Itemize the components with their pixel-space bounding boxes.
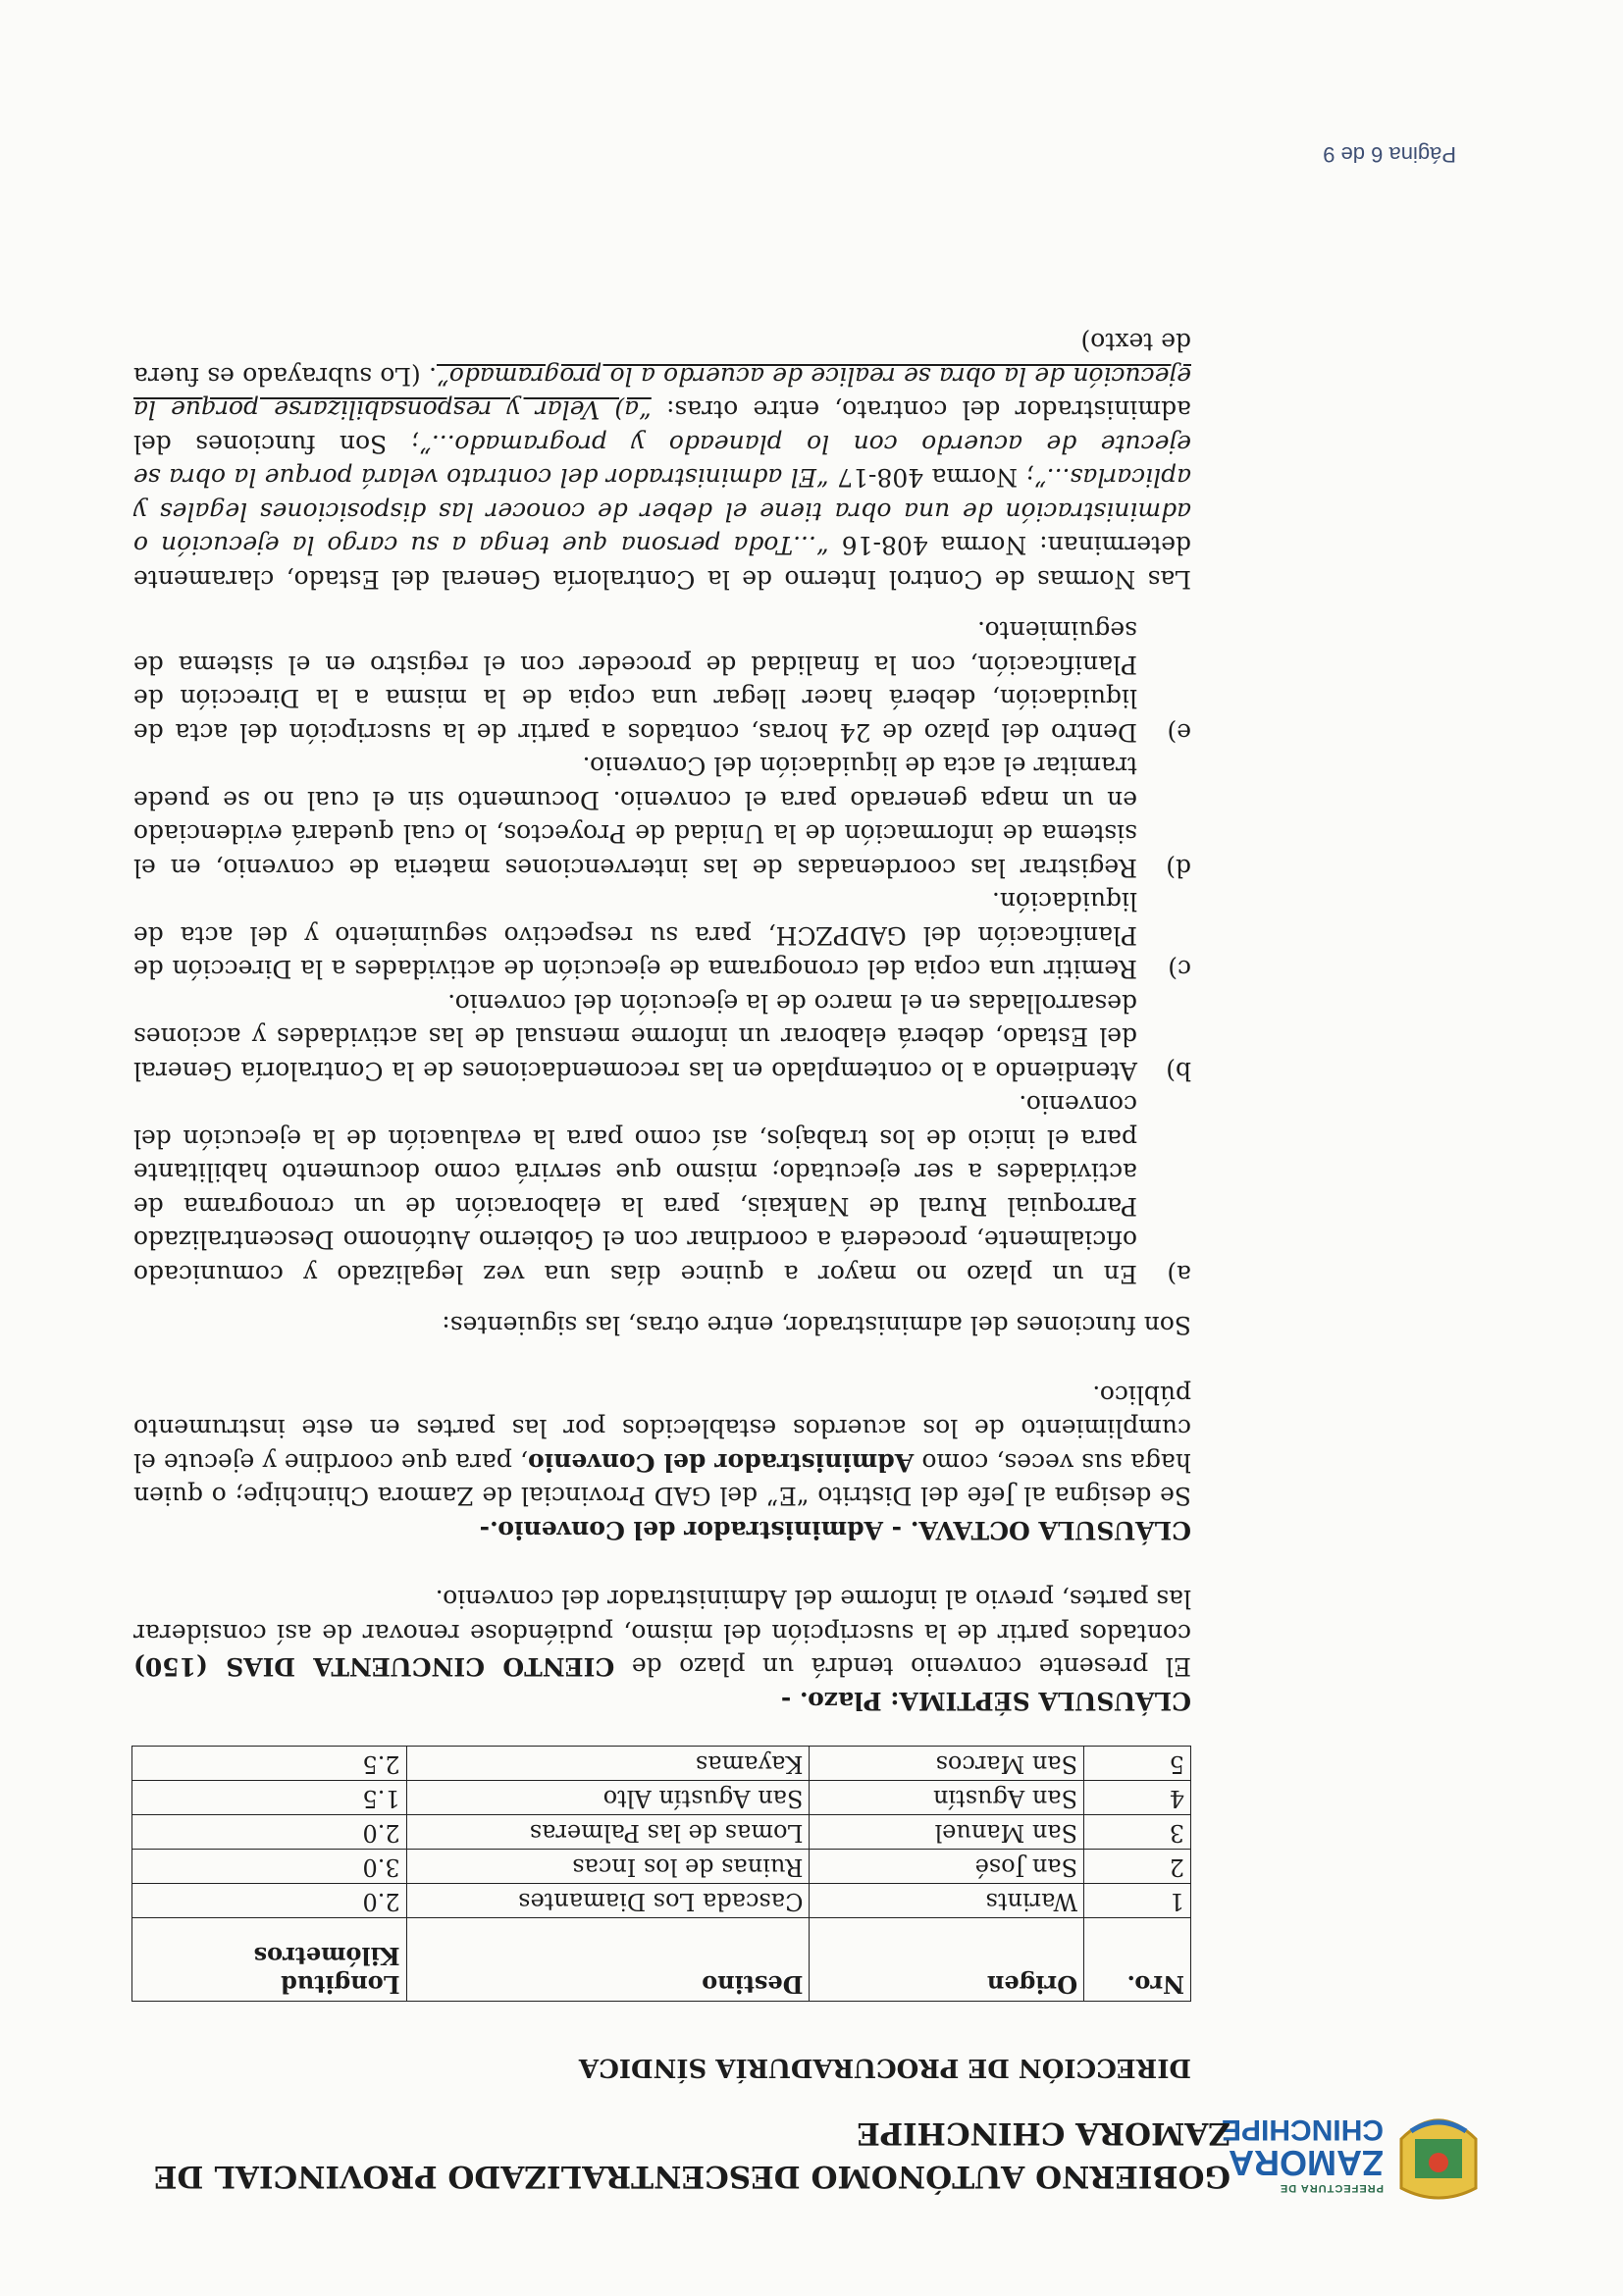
list-item-label: c) [1168,955,1191,984]
list-item [133,1087,1191,1290]
quote-fragment: “...Toda persona que tenga a su cargo la ejecución o administración de una obra tiene el deber de conocer las disposiciones legales y aplicarlas...” [133,463,1191,560]
text-fragment: Se designa al Jefe del Distrito “E” del GAD Provincial de Zamora Chinchipe; o quien haga sus veces, como [133,1448,1191,1511]
cell-destino: Cascada Los Diamantes [406,1884,810,1918]
cell-origen: San Marcos [810,1747,1084,1781]
cell-longitud: 2.5 [132,1747,407,1781]
cell-longitud: 2.0 [132,1815,407,1850]
list-item [133,884,1191,986]
coat-of-arms-icon [1391,2102,1486,2208]
text-fragment: contados partir de la suscripción del mismo, pudiéndose renovar de así considerar las partes, previo al informe del Administrador del convenio. [133,1585,1191,1647]
cell-longitud: 3.0 [132,1850,407,1884]
logo-name-line1: ZAMORA [1229,2143,1384,2183]
organization-title: GOBIERNO AUTÓNOMO DESCENTRALIZADO PROVINCIAL DE ZAMORA CHINCHIPE [153,2115,1230,2194]
normas-paragraph [133,325,1191,596]
list-item-text: Registrar las coordenadas de las intervenciones materia de convenio, en el sistema de información de la Unidad de Proyectos, lo cual quedará evidenciado en un mapa generado para el convenio. Documento sin el cual no se puede tramitar el acta de liquidación del Convenio. [133,752,1137,882]
list-item-text: Remitir una copia del cronograma de ejecución de actividades a la Dirección de Planificación del GADPZCH, para su respectivo seguimiento y del acta de liquidación. [133,887,1137,984]
list-item-text: En un plazo no mayor a quince días una vez legalizado y comunicado oficialmente, procederá a coordinar con el Gobierno Autónomo Descentralizado Parroquial Rural de Nankais, para la elaboración de un cronograma de actividades a ser ejecutado; mismo que servirá como documento habilitante para el inicio de los trabajos, así como para la evaluación de la ejecución del convenio. [133,1090,1137,1288]
prefectura-logo [1221,2100,1486,2208]
list-item [133,749,1191,884]
routes-table [131,1746,1191,2002]
cell-longitud: 2.0 [132,1884,407,1918]
text-fragment: El presente convenio tendrá un plazo de [614,1652,1191,1682]
cell-origen: Warints [810,1884,1084,1918]
text-fragment: ; Norma 408-17 [828,463,1034,493]
text-bold-fragment: Administrador del Convenio [528,1448,915,1477]
cell-nro: 5 [1084,1747,1191,1781]
cell-destino: Kayamas [406,1747,810,1781]
table-row [132,1815,1191,1850]
header-longitud: Longitud Kilómetros [132,1918,407,2002]
cell-origen: San Agustín [810,1781,1084,1815]
functions-intro: Son funciones del administrador, entre otras, las siguientes: [442,1311,1191,1340]
list-item-label: b) [1166,1057,1191,1085]
list-item [133,613,1191,749]
text-bold-fragment: CIENTO CINCUENTA DIAS (150) [133,1652,615,1682]
header-origen: Origen [810,1918,1084,2002]
cell-origen: San Manuel [810,1815,1084,1850]
list-item-label: a) [1167,1260,1191,1288]
list-item [133,986,1191,1088]
cell-destino: San Agustín Alto [406,1781,810,1815]
logo-prefix: PREFECTURA DE [1279,2182,1384,2194]
cell-nro: 1 [1084,1884,1191,1918]
text-fragment: , para que coordine y ejecute el cumplimiento de los acuerdos establecidos por las partes en este instrumento público. [133,1381,1191,1477]
table-row [132,1747,1191,1781]
header-nro: Nro. [1084,1918,1191,2002]
text-fragment: ; Son funciones del administrador del contrato, entre otras: [133,395,1191,458]
cell-nro: 3 [1084,1815,1191,1850]
clausula-octava-title: CLÁUSULA OCTAVA. - Administrador del Convenio.- [479,1516,1191,1544]
page-number: Página 6 de 9 [1323,142,1456,167]
underlined-quote-fragment: “a) Velar y responsabilizarse porque la ejecución de la obra se realice de acuerdo a lo programado” [133,362,1191,425]
department-title: DIRECCIÓN DE PROCURADURÍA SÍNDICA [578,2053,1191,2082]
list-item-label: e) [1167,718,1191,747]
table-row [132,1850,1191,1884]
document-body [133,325,1191,1717]
table-header-row [132,1918,1191,2002]
logo-name-line2: CHINCHIPE [1221,2113,1384,2146]
cell-destino: Ruinas de los Incas [406,1850,810,1884]
text-fragment: Las Normas de Control Interno de la Contraloría General del Estado, claramente determinan: Norma 408-16 [133,531,1191,594]
list-item-text: Dentro del plazo de 24 horas, contados a partir de la suscripción del acta de liquidación, deberá hacer llegar una copia de la misma a la Dirección de Planificación, con la finalidad de proceder con el registro en el sistema de seguimiento. [133,616,1137,747]
text-fragment: . (Lo subrayado es fuera de texto) [133,328,1191,391]
quote-fragment: “El administrador del contrato velará porque la obra se ejecute de acuerdo con lo planeado y programado...” [133,430,1191,493]
clausula-octava-intro [133,1378,1191,1513]
clausula-septima-text [133,1582,1191,1684]
list-item-text: Atendiendo a lo contemplado en las recomendaciones de la Contraloría General del Estado, deberá elaborar un informe mensual de las actividades y acciones desarrolladas en el marco de la ejecución del convenio. [133,989,1137,1085]
table-row [132,1781,1191,1815]
cell-nro: 4 [1084,1781,1191,1815]
cell-longitud: 1.5 [132,1781,407,1815]
header-destino: Destino [406,1918,810,2002]
clausula-septima-title: CLÁUSULA SÉPTIMA: Plazo. - [780,1687,1191,1715]
cell-origen: San José [810,1850,1084,1884]
table-row [132,1884,1191,1918]
cell-nro: 2 [1084,1850,1191,1884]
list-item-label: d) [1166,854,1191,882]
cell-destino: Lomas de las Palmeras [406,1815,810,1850]
